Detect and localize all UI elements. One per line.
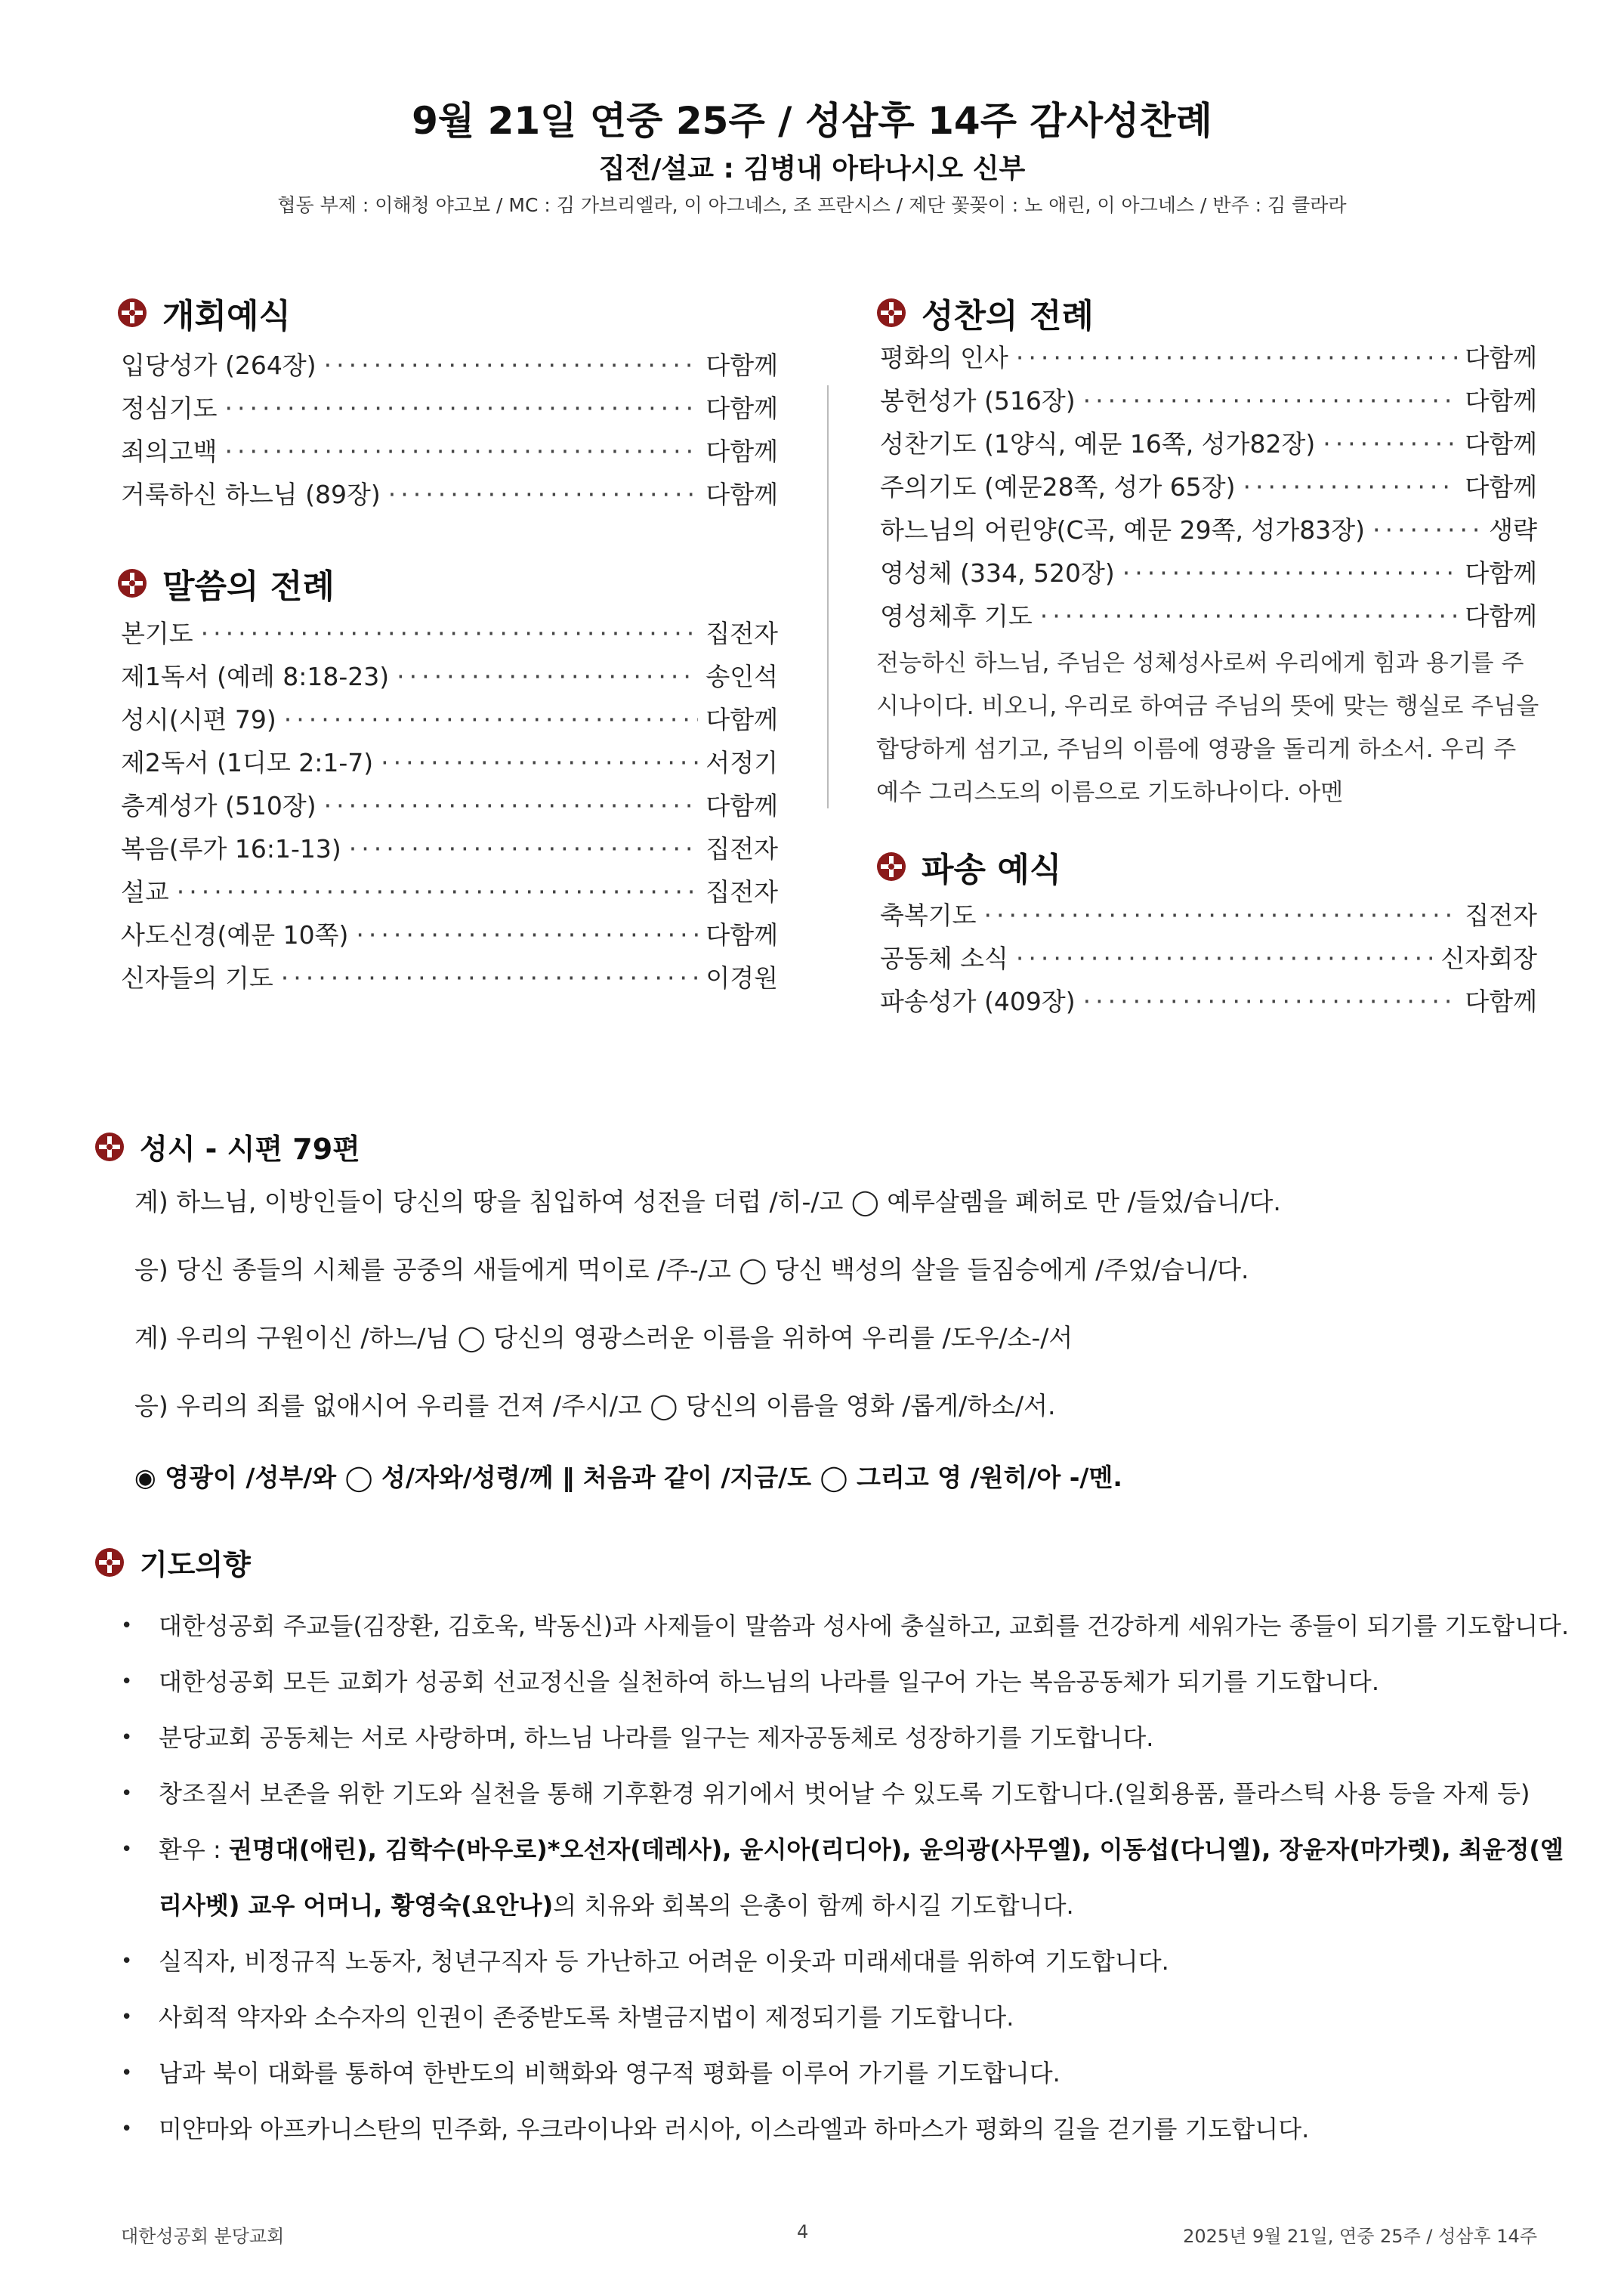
section-opening-header: [117, 289, 291, 337]
page-title: 9월 21일 연중 25주 / 성삼후 14주 감사성찬례: [412, 99, 1212, 143]
cross-icon: [94, 1547, 125, 1578]
sick-suffix: 의 치유와 회복의 은총이 함께 하시길 기도합니다.: [553, 1891, 1074, 1920]
section-dismissal-header: [876, 842, 1061, 891]
list-item: 봉헌성가 (516장) ····· 다함께: [880, 379, 1537, 422]
list-item: 사도신경(예문 10쪽) ····· 다함께: [121, 913, 778, 956]
psalm-line: 계) 하느님, 이방인들이 당신의 땅을 침입하여 성전을 더럽 /히-/고 ◯ 예루살렘을 폐허로 만 /들었/습니/다.: [134, 1187, 1281, 1216]
sick-prefix: 환우 :: [159, 1835, 229, 1864]
list-item: • 남과 북이 대화를 통하여 한반도의 비핵화와 영구적 평화를 이루어 가기를 기도합니다.: [121, 2059, 1061, 2087]
list-item: 영성체후 기도 ····· 다함께: [880, 595, 1537, 638]
list-item: • 분당교회 공동체는 서로 사랑하며, 하느님 나라를 일구는 제자공동체로 성장하기를 기도합니다.: [121, 1723, 1154, 1752]
section-dismissal-title: 파송 예식: [922, 851, 1062, 889]
list-item: 거룩하신 하느님 (89장) ····· 다함께: [121, 473, 778, 516]
list-item: 죄의고백 ····· 다함께: [121, 430, 778, 473]
psalm-line: 계) 우리의 구원이신 /하느/님 ◯ 당신의 영광스러운 이름을 위하여 우리를 /도우/소-/서: [134, 1323, 1073, 1352]
list-item: 본기도 ····· 집전자: [121, 612, 778, 655]
list-item: 입당성가 (264장) ····· 다함께: [121, 344, 778, 387]
cross-icon: [876, 851, 906, 882]
list-item: 평화의 인사 ····· 다함께: [880, 336, 1537, 379]
cross-icon: [117, 568, 147, 598]
list-item: • 사회적 약자와 소수자의 인권이 존중받도록 차별금지법이 제정되기를 기도합니다.: [121, 2003, 1014, 2032]
list-item: 영성체 (334, 520장) ····· 다함께: [880, 552, 1537, 595]
celebrant: 집전/설교 : 김병내 아타나시오 신부: [598, 153, 1026, 184]
section-opening-title: 개회예식: [162, 297, 292, 335]
sick-names: 권명대(애린), 김학수(바우로)*오선자(데레사), 윤시아(리디아), 윤의광(사무엘), 이동섭(다니엘), 장윤자(마가렛), 최윤정(엘리사벳) 교우 어머니, 황영숙(요안나): [159, 1835, 1564, 1920]
post-communion-prayer: 전능하신 하느님, 주님은 성체성사로써 우리에게 힘과 용기를 주시나이다. 비오니, 우리로 하여금 주님의 뜻에 맞는 행실로 주님을 합당하게 섬기고, 주님의 이름에 영광을 돌리게 하소서. 우리 주 예수 그리스도의 이름으로 기도하나이다. 아멘: [876, 650, 1539, 806]
section-word-header: [117, 559, 335, 607]
section-psalm-header: [94, 1126, 360, 1167]
section-eucharist-title: 성찬의 전례: [922, 297, 1094, 335]
list-item-sick: • 환우 : 권명대(애린), 김학수(바우로)*오선자(데레사), 윤시아(리디아), 윤의광(사무엘), 이동섭(다니엘), 장윤자(마가렛), 최윤정(엘리사벳) 교우 어머니, 황영숙(요안나)의 치유와 회복의 은총이 함께 하시길 기도합니다.: [121, 1835, 1564, 1920]
assistants: 협동 부제 : 이해청 야고보 / MC : 김 가브리엘라, 이 아그네스, 조 프란시스 / 제단 꽃꽂이 : 노 애린, 이 아그네스 / 반주 : 김 클라라: [277, 194, 1347, 216]
list-item: 성찬기도 (1양식, 예문 16쪽, 성가82장) ····· 다함께: [880, 422, 1537, 465]
list-item: 축복기도 ····· 집전자: [880, 894, 1537, 937]
cross-icon: [117, 298, 147, 328]
list-item: • 미얀마와 아프카니스탄의 민주화, 우크라이나와 러시아, 이스라엘과 하마스가 평화의 길을 걷기를 기도합니다.: [121, 2115, 1310, 2143]
gloria-line: ◉ 영광이 /성부/와 ◯ 성/자와/성령/께 ‖ 처음과 같이 /지금/도 ◯ 그리고 영 /원히/아 -/멘.: [134, 1463, 1122, 1492]
cross-icon: [876, 298, 906, 328]
list-item: • 창조질서 보존을 위한 기도와 실천을 통해 기후환경 위기에서 벗어날 수 있도록 기도합니다.(일회용품, 플라스틱 사용 등을 자제 등): [121, 1779, 1530, 1808]
section-psalm-title: 성시 - 시편 79편: [140, 1133, 360, 1166]
list-item: • 실직자, 비정규직 노동자, 청년구직자 등 가난하고 어려운 이웃과 미래세대를 위하여 기도합니다.: [121, 1947, 1169, 1976]
list-item: 복음(루가 16:1-13) ····· 집전자: [121, 827, 778, 870]
list-item: 주의기도 (예문28쪽, 성가 65장) ····· 다함께: [880, 465, 1537, 508]
list-item: • 대한성공회 모든 교회가 성공회 선교정신을 실천하여 하느님의 나라를 일구어 가는 복음공동체가 되기를 기도합니다.: [121, 1667, 1380, 1696]
psalm-line: 응) 당신 종들의 시체를 공중의 새들에게 먹이로 /주-/고 ◯ 당신 백성의 살을 들짐승에게 /주었/습니/다.: [134, 1255, 1249, 1284]
dismissal-list: [880, 894, 1537, 1023]
section-eucharist-header: [876, 289, 1094, 337]
footer-left: 대한성공회 분당교회: [121, 2226, 285, 2247]
column-divider: [827, 385, 829, 808]
section-intentions-header: [94, 1541, 251, 1583]
page-number: 4: [797, 2221, 809, 2242]
list-item: 제1독서 (예레 8:18-23) ····· 송인석: [121, 655, 778, 698]
list-item: 신자들의 기도 ····· 이경원: [121, 956, 778, 1000]
list-item: 정심기도 ····· 다함께: [121, 387, 778, 430]
intentions-list: [121, 1598, 1571, 2157]
list-item: 층계성가 (510장) ····· 다함께: [121, 784, 778, 827]
list-item: 설교 ····· 집전자: [121, 870, 778, 913]
list-item: 공동체 소식 ····· 신자회장: [880, 937, 1537, 980]
list-item: • 대한성공회 주교들(김장환, 김호욱, 박동신)과 사제들이 말씀과 성사에 충실하고, 교회를 건강하게 세워가는 종들이 되기를 기도합니다.: [121, 1612, 1570, 1640]
psalm-line: 응) 우리의 죄를 없애시어 우리를 건져 /주시/고 ◯ 당신의 이름을 영화 /롭게/하소/서.: [134, 1391, 1056, 1420]
cross-icon: [94, 1132, 125, 1162]
eucharist-list: [880, 336, 1537, 638]
list-item: 제2독서 (1디모 2:1-7) ····· 서정기: [121, 741, 778, 784]
word-list: [121, 612, 778, 1000]
section-intentions-title: 기도의향: [140, 1548, 251, 1581]
opening-list: [121, 344, 778, 516]
footer-right: 2025년 9월 21일, 연중 25주 / 성삼후 14주: [1183, 2226, 1537, 2247]
section-word-title: 말씀의 전례: [162, 567, 335, 606]
list-item: 성시(시편 79) ····· 다함께: [121, 698, 778, 741]
list-item: 파송성가 (409장) ····· 다함께: [880, 980, 1537, 1023]
list-item: 하느님의 어린양(C곡, 예문 29쪽, 성가83장) ····· 생략: [880, 508, 1537, 552]
